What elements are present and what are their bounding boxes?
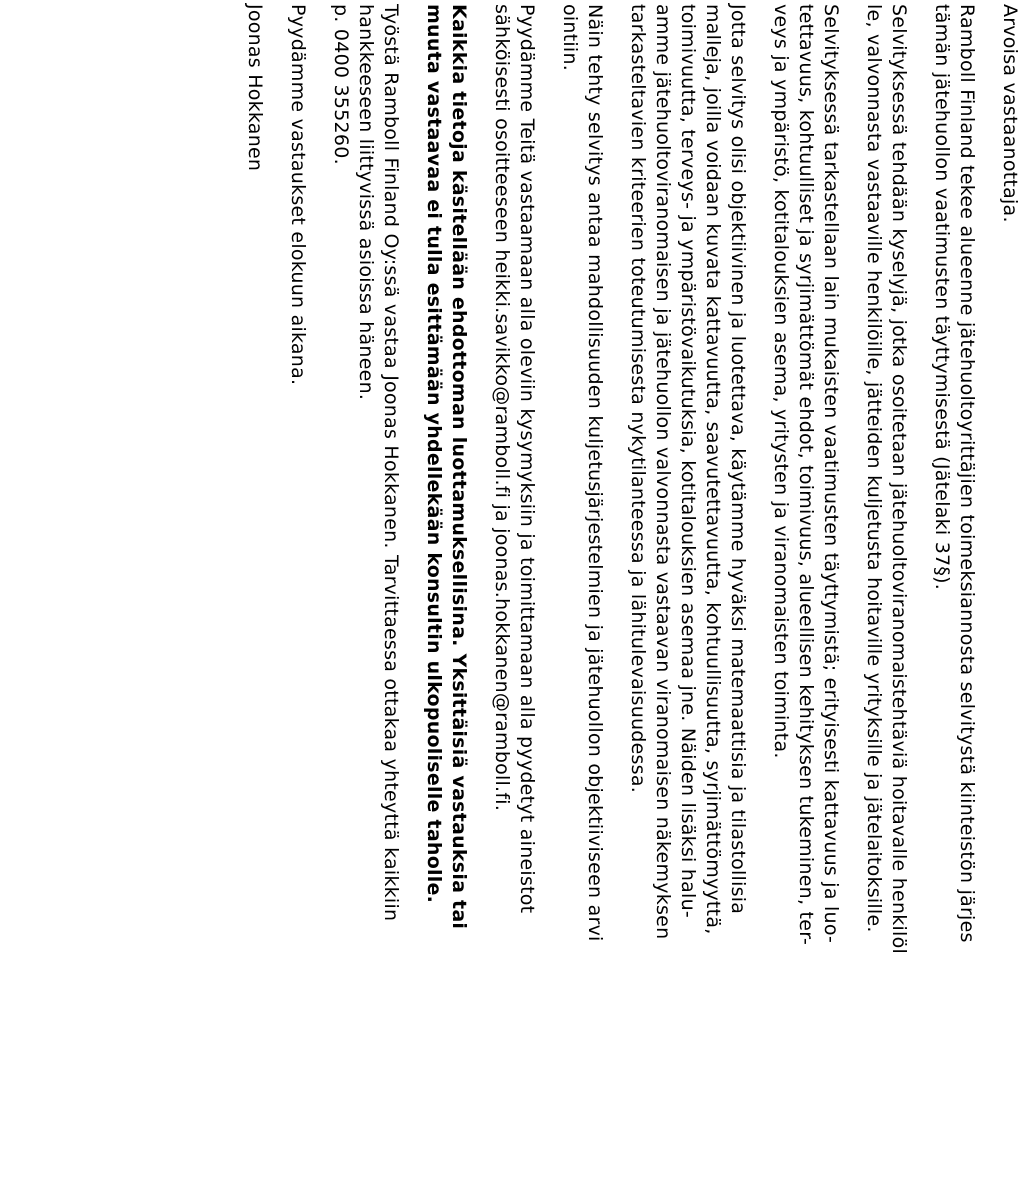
text-line: Ramboll Finland tekee alueenne jätehuoltoyrittäjien toimeksiannosta selvitystä kiinteistön järjes: [956, 4, 978, 943]
text-line: veys ja ympäristö, kotitalouksien asema, yritysten ja viranomaisten toiminta.: [770, 4, 792, 759]
text-line: hankkeeseen liittyvissä asioissa häneen.: [355, 4, 377, 401]
text-line: Työstä Ramboll Finland Oy:ssä vastaa Joonas Hokkanen. Tarvittaessa ottakaa yhteyttä kaikkiin: [380, 4, 402, 922]
signature-name: Joonas Hokkanen: [244, 4, 266, 172]
paragraph-methods: [625, 4, 750, 1189]
text-line: Kaikkia tietoja käsitellään ehdottoman luottamuksellisina. Yksittäisiä vastauksia tai: [448, 4, 470, 930]
text-line: le, valvonnasta vastaaville henkilöille, jätteiden kuljetusta hoitaville yrityksille ja jätelaitoksille.: [863, 4, 885, 933]
paragraph-request: [489, 4, 539, 1189]
paragraph-deadline: [285, 4, 310, 1189]
text-line: Näin tehty selvitys antaa mahdollisuuden kuljetusjärjestelmien ja jätehuollon objektiiviseen arvi: [584, 4, 606, 942]
text-line: amme jätehuoltoviranomaisen ja jätehuollon valvonnasta vastaavan viranomaisen näkemyksen: [652, 4, 674, 940]
text-line: tarkasteltavien kriteerien toteutumisesta nykytilanteessa ja lähitulevaisuudessa.: [627, 4, 649, 794]
text-line: Pyydämme vastaukset elokuun aikana.: [287, 4, 309, 386]
text-line: tettavuus, kohtuulliset ja syrjimättömät ehdot, toimivuus, alueellisen kehityksen tukeminen, ter-: [795, 4, 817, 946]
paragraph-contact: [328, 4, 403, 1189]
text-line: muuta vastaavaa ei tulla esittämään yhdellekään konsultin ulkopuoliselle taholle.: [423, 4, 445, 904]
text-line: malleja, joilla voidaan kuvata kattavuutta, saavutettavuutta, kohtuullisuutta, syrjimättömyyttä,: [702, 4, 724, 935]
text-line: sähköisesti osoitteeseen heikki.savikko@ramboll.fi ja joonas.hokkanen@ramboll.fi.: [491, 4, 513, 812]
text-line: Jotta selvitys olisi objektiivinen ja luotettava, käytämme hyväksi matemaattisia ja tilastollisia: [727, 4, 749, 915]
paragraph-criteria: [768, 4, 843, 1189]
text-line: tämän jätehuollon vaatimusten täyttymisestä (Jätelaki 37§).: [931, 4, 953, 591]
paragraph-surveys: [861, 4, 911, 1189]
paragraph-confidentiality: [421, 4, 471, 1189]
text-line: ointiin.: [559, 4, 581, 72]
phone-number: p. 0400 355260.: [330, 4, 352, 165]
text-line: Selvityksessä tehdään kyselyjä, jotka osoitetaan jätehuoltoviranomaistehtäviä hoitavalle henkilöl: [888, 4, 910, 954]
paragraph-evaluation: [557, 4, 607, 1189]
text-line: Pyydämme Teitä vastaamaan alla oleviin kysymyksiin ja toimittamaan alla pyydetyt aineistot: [516, 4, 538, 914]
paragraph-intro: [929, 4, 979, 1189]
greeting: [997, 4, 1022, 1189]
signature: [242, 4, 267, 1189]
text-line: Selvityksessä tarkastellaan lain mukaisten vaatimusten täyttymistä; erityisesti kattavuus ja luo-: [820, 4, 842, 944]
text-line: toimivuutta, terveys- ja ympäristövaikutuksia, kotitalouksien asemaa jne. Näiden lisäksi halu-: [677, 4, 699, 918]
greeting-line: Arvoisa vastaanottaja.: [999, 4, 1021, 223]
